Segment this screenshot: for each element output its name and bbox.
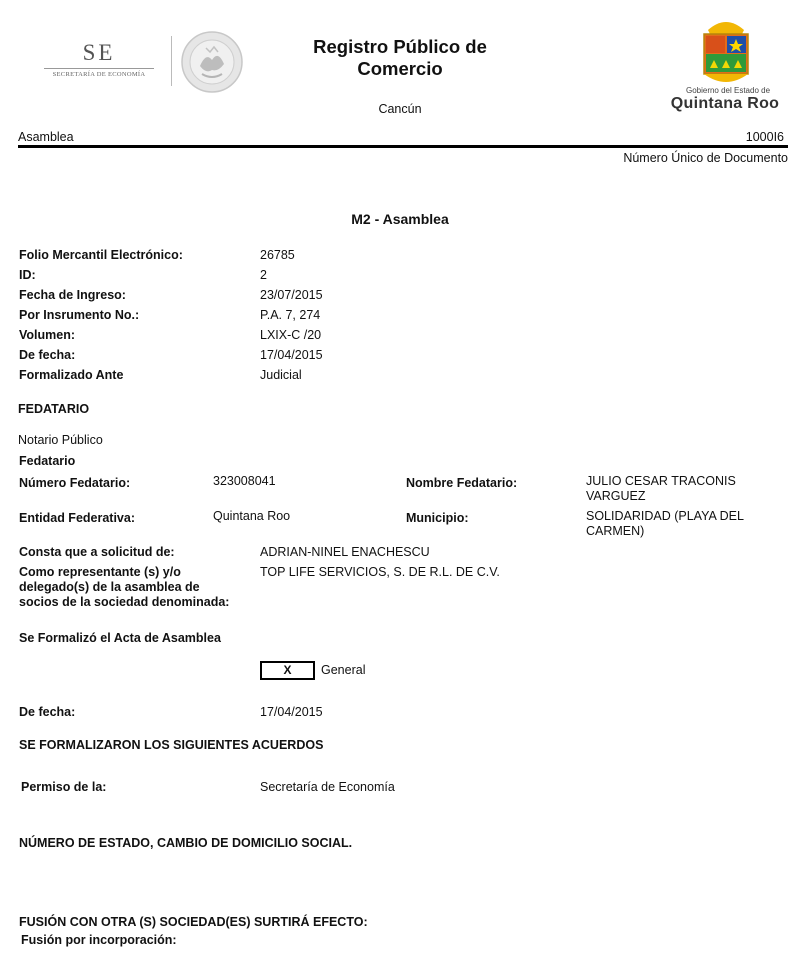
page-title (290, 36, 510, 80)
representante-label (19, 565, 229, 610)
section-title: M2 - Asamblea (351, 211, 449, 227)
consta-label: Consta que a solicitud de: (19, 545, 175, 559)
divider (171, 36, 172, 86)
header-rule (18, 145, 788, 148)
field-value: 2 (260, 268, 267, 282)
field-value: 23/07/2015 (260, 288, 323, 302)
acuerdos-heading: SE FORMALIZARON LOS SIGUIENTES ACUERDOS (19, 738, 324, 752)
numero-fedatario-value: 323008041 (213, 474, 276, 488)
field-label: De fecha: (19, 348, 76, 362)
field-label: ID: (19, 268, 36, 282)
general-checkbox: X (260, 661, 315, 680)
se-logo-text: SE (82, 40, 116, 65)
representante-label-line: socios de la sociedad denominada: (19, 595, 230, 609)
fusion-heading: FUSIÓN CON OTRA (S) SOCIEDAD(ES) SURTIRÁ EFECTO: (19, 915, 368, 929)
state-label: Quintana Roo (670, 95, 780, 112)
asamblea-fecha-value: 17/04/2015 (260, 705, 323, 719)
numero-estado-heading: NÚMERO DE ESTADO, CAMBIO DE DOMICILIO SOCIAL. (19, 836, 353, 850)
title-line: Registro Público de (313, 36, 487, 57)
municipio-label: Municipio: (406, 511, 469, 525)
fedatario-type: Notario Público (18, 433, 103, 447)
document-type: Asamblea (18, 130, 74, 144)
state-label-small: Gobierno del Estado de (685, 86, 771, 95)
divider (44, 68, 154, 69)
mexico-seal-icon (180, 30, 244, 94)
field-value: P.A. 7, 274 (260, 308, 321, 322)
fusion-subheading: Fusión por incorporación: (21, 933, 177, 947)
representante-label-line: Como representante (s) y/o (19, 565, 181, 579)
quintana-roo-shield-icon (696, 16, 756, 90)
asamblea-heading: Se Formalizó el Acta de Asamblea (19, 631, 221, 645)
field-label: Volumen: (19, 328, 76, 342)
field-value: 26785 (260, 248, 295, 262)
title-line: Comercio (357, 58, 443, 79)
city-label: Cancún (378, 102, 422, 116)
permiso-value: Secretaría de Economía (260, 780, 395, 794)
nombre-fedatario-value: JULIO CESAR TRACONIS (586, 474, 736, 488)
asamblea-fecha-label: De fecha: (19, 705, 76, 719)
entidad-label: Entidad Federativa: (19, 511, 135, 525)
se-logo-subtext: SECRETARÍA DE ECONOMÍA (52, 71, 146, 78)
nombre-fedatario-value: VARGUEZ (586, 489, 646, 503)
municipio-value: CARMEN) (586, 524, 645, 538)
nombre-fedatario-label: Nombre Fedatario: (406, 476, 518, 490)
municipio-value: SOLIDARIDAD (PLAYA DEL (586, 509, 744, 523)
representante-value: TOP LIFE SERVICIOS, S. DE R.L. DE C.V. (260, 565, 500, 579)
field-label: Fecha de Ingreso: (19, 288, 126, 302)
field-label: Formalizado Ante (19, 368, 124, 382)
field-value: LXIX-C /20 (260, 328, 322, 342)
se-logo (44, 40, 154, 78)
general-checkbox-label: General (321, 663, 366, 677)
document-number-label: Número Único de Documento (623, 151, 788, 165)
field-label: Por Insrumento No.: (19, 308, 140, 322)
permiso-label: Permiso de la: (21, 780, 107, 794)
field-value: 17/04/2015 (260, 348, 323, 362)
field-value: Judicial (260, 368, 302, 382)
numero-fedatario-label: Número Fedatario: (19, 476, 131, 490)
field-label: Folio Mercantil Electrónico: (19, 248, 183, 262)
entidad-value: Quintana Roo (213, 509, 291, 523)
representante-label-line: delegado(s) de la asamblea de (19, 580, 200, 594)
consta-value: ADRIAN-NINEL ENACHESCU (260, 545, 430, 559)
fedatario-subheading: Fedatario (19, 454, 76, 468)
document-number: 1000I6 (745, 130, 784, 144)
fedatario-heading: FEDATARIO (18, 402, 90, 416)
